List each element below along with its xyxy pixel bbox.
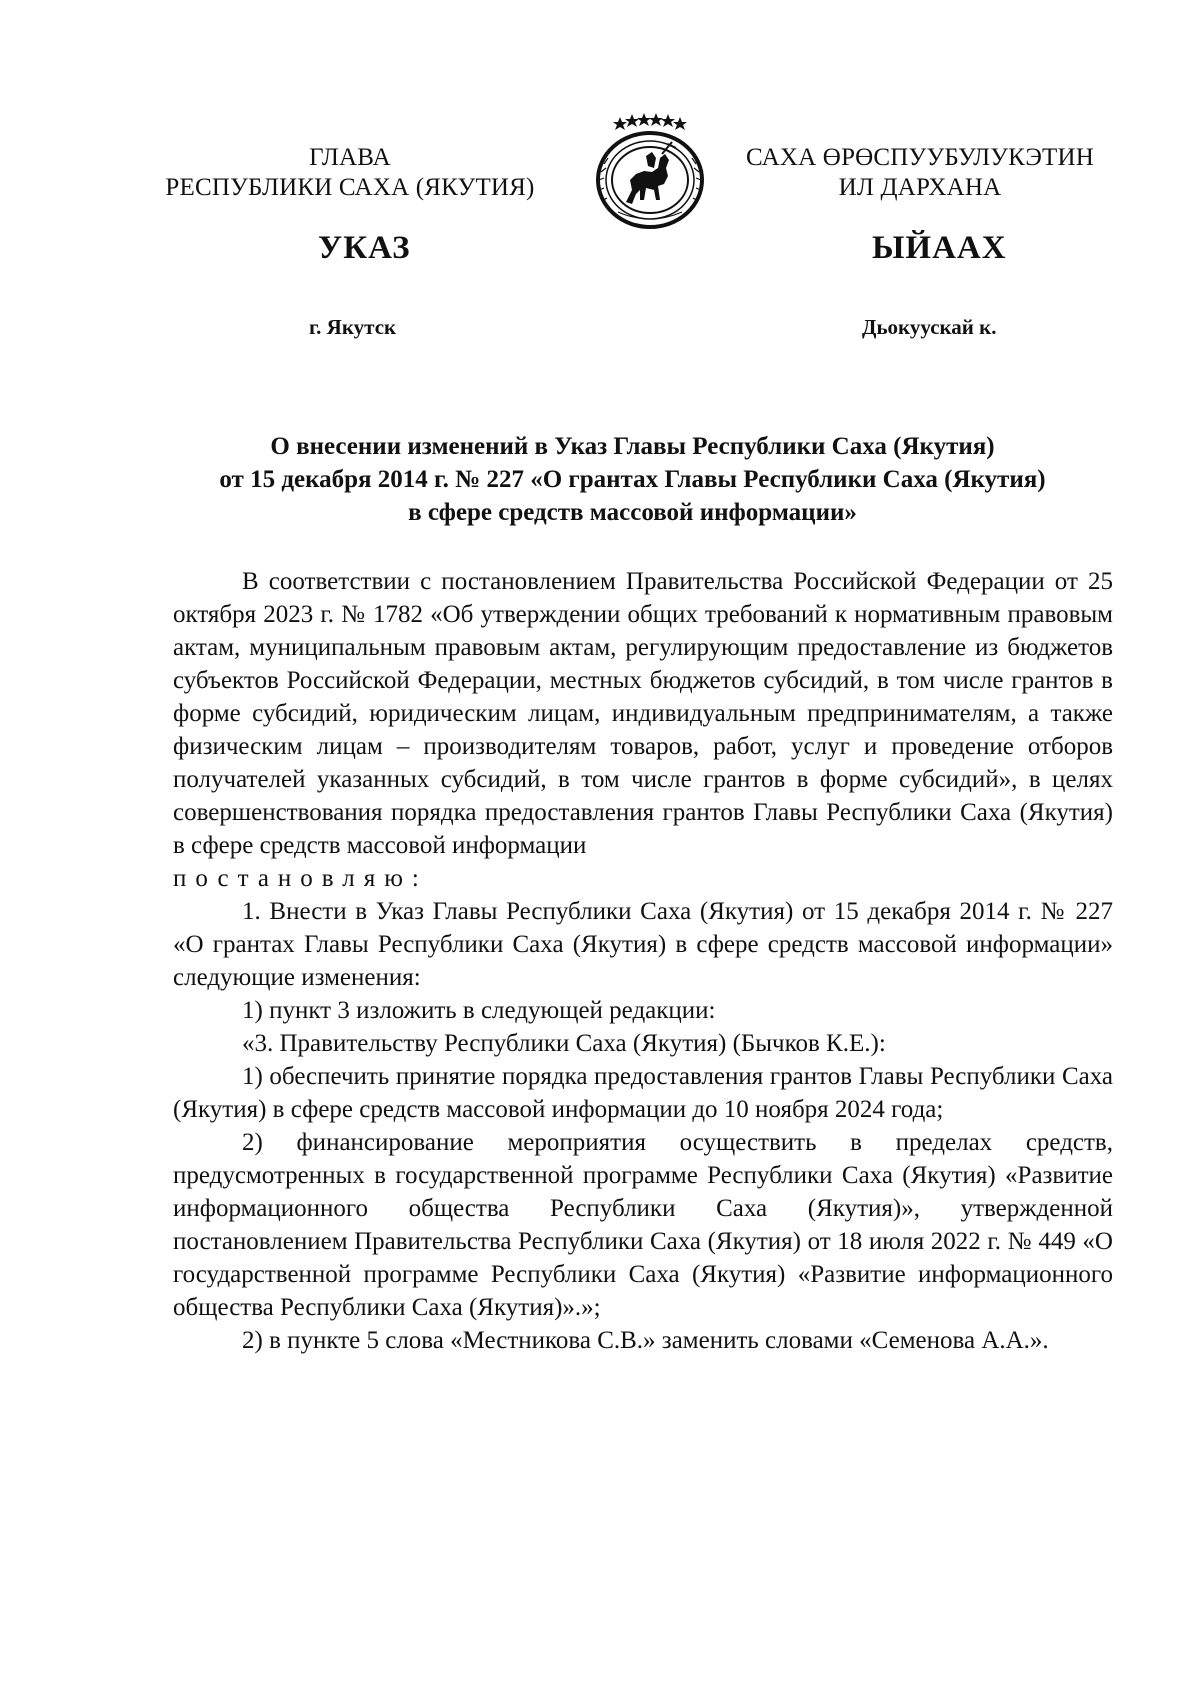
header-right-line1: САХА ӨРӨСПУУБУЛУКЭТИН (745, 144, 1095, 171)
decree-title (150, 430, 1115, 529)
decree-word (173, 862, 1113, 895)
preamble-paragraph: В соответствии с постановлением Правительства Российской Федерации от 25 октября 2023 г. № 1782 «Об утверждении общих требований к нормативным правовым актам, муниципальным правовым актам, регулирующим предоставление из бюджетов субъектов Российской Федерации, местных бюджетов субсидий, в том числе грантов в форме субсидий, юридическим лицам, индивидуальным предпринимателям, а также физическим лицам – производителям товаров, работ, услуг и проведение отборов получателей указанных субсидий, в том числе грантов в форме субсидий», в целях совершенствования порядка предоставления грантов Главы Республики Саха (Якутия) в сфере средств массовой информации (173, 568, 1113, 859)
title-line3: в сфере средств массовой информации» (408, 499, 857, 526)
decree-body (173, 565, 1113, 1357)
title-line1: О внесении изменений в Указ Главы Республики Саха (Якутия) (270, 433, 995, 460)
city-ru: г. Якутск (309, 315, 397, 339)
sub-item-1-paragraph: 1) пункт 3 изложить в следующей редакции: (242, 997, 716, 1024)
quote-item-1-paragraph: 1) обеспечить принятие порядка предоставления грантов Главы Республики Саха (Якутия) в сфере средств массовой информации до 10 ноября 2024 года; (173, 1063, 1113, 1123)
header-right-line2: ИЛ ДАРХАНА (838, 174, 1002, 201)
header-left-line1: ГЛАВА (309, 144, 391, 171)
coat-of-arms-emblem-icon (578, 108, 722, 233)
doc-type-ru: УКАЗ (318, 230, 411, 266)
header-right (740, 143, 1100, 203)
header-left (150, 143, 550, 203)
item-1-paragraph: 1. Внести в Указ Главы Республики Саха (Якутия) от 15 декабря 2014 г. № 227 «О грантах Главы Республики Саха (Якутия) в сфере средств массовой информации» следующие изменения: (173, 898, 1113, 991)
header-left-line2: РЕСПУБЛИКИ САХА (ЯКУТИЯ) (165, 174, 535, 201)
doc-type-sakha: ЫЙААХ (872, 230, 1007, 266)
quote-item-2-paragraph: 2) финансирование мероприятия осуществить в пределах средств, предусмотренных в государственной программе Республики Саха (Якутия) «Развитие информационного общества Республики Саха (Якутия)», утвержденной постановлением Правительства Республики Саха (Якутия) от 18 июля 2022 г. № 449 «О государственной программе Республики Саха (Якутия) «Развитие информационного общества Республики Саха (Якутия)».»; (173, 1129, 1113, 1321)
title-line2: от 15 декабря 2014 г. № 227 «О грантах Главы Республики Саха (Якутия) (219, 466, 1046, 493)
sub-item-2-paragraph: 2) в пункте 5 слова «Местникова С.В.» заменить словами «Семенова А.А.». (242, 1327, 1049, 1354)
decree-word-text: постановляю: (173, 865, 428, 892)
city-sakha: Дьокуускай к. (862, 315, 997, 339)
quote-start-paragraph: «3. Правительству Республики Саха (Якутия) (Бычков К.Е.): (242, 1030, 886, 1057)
